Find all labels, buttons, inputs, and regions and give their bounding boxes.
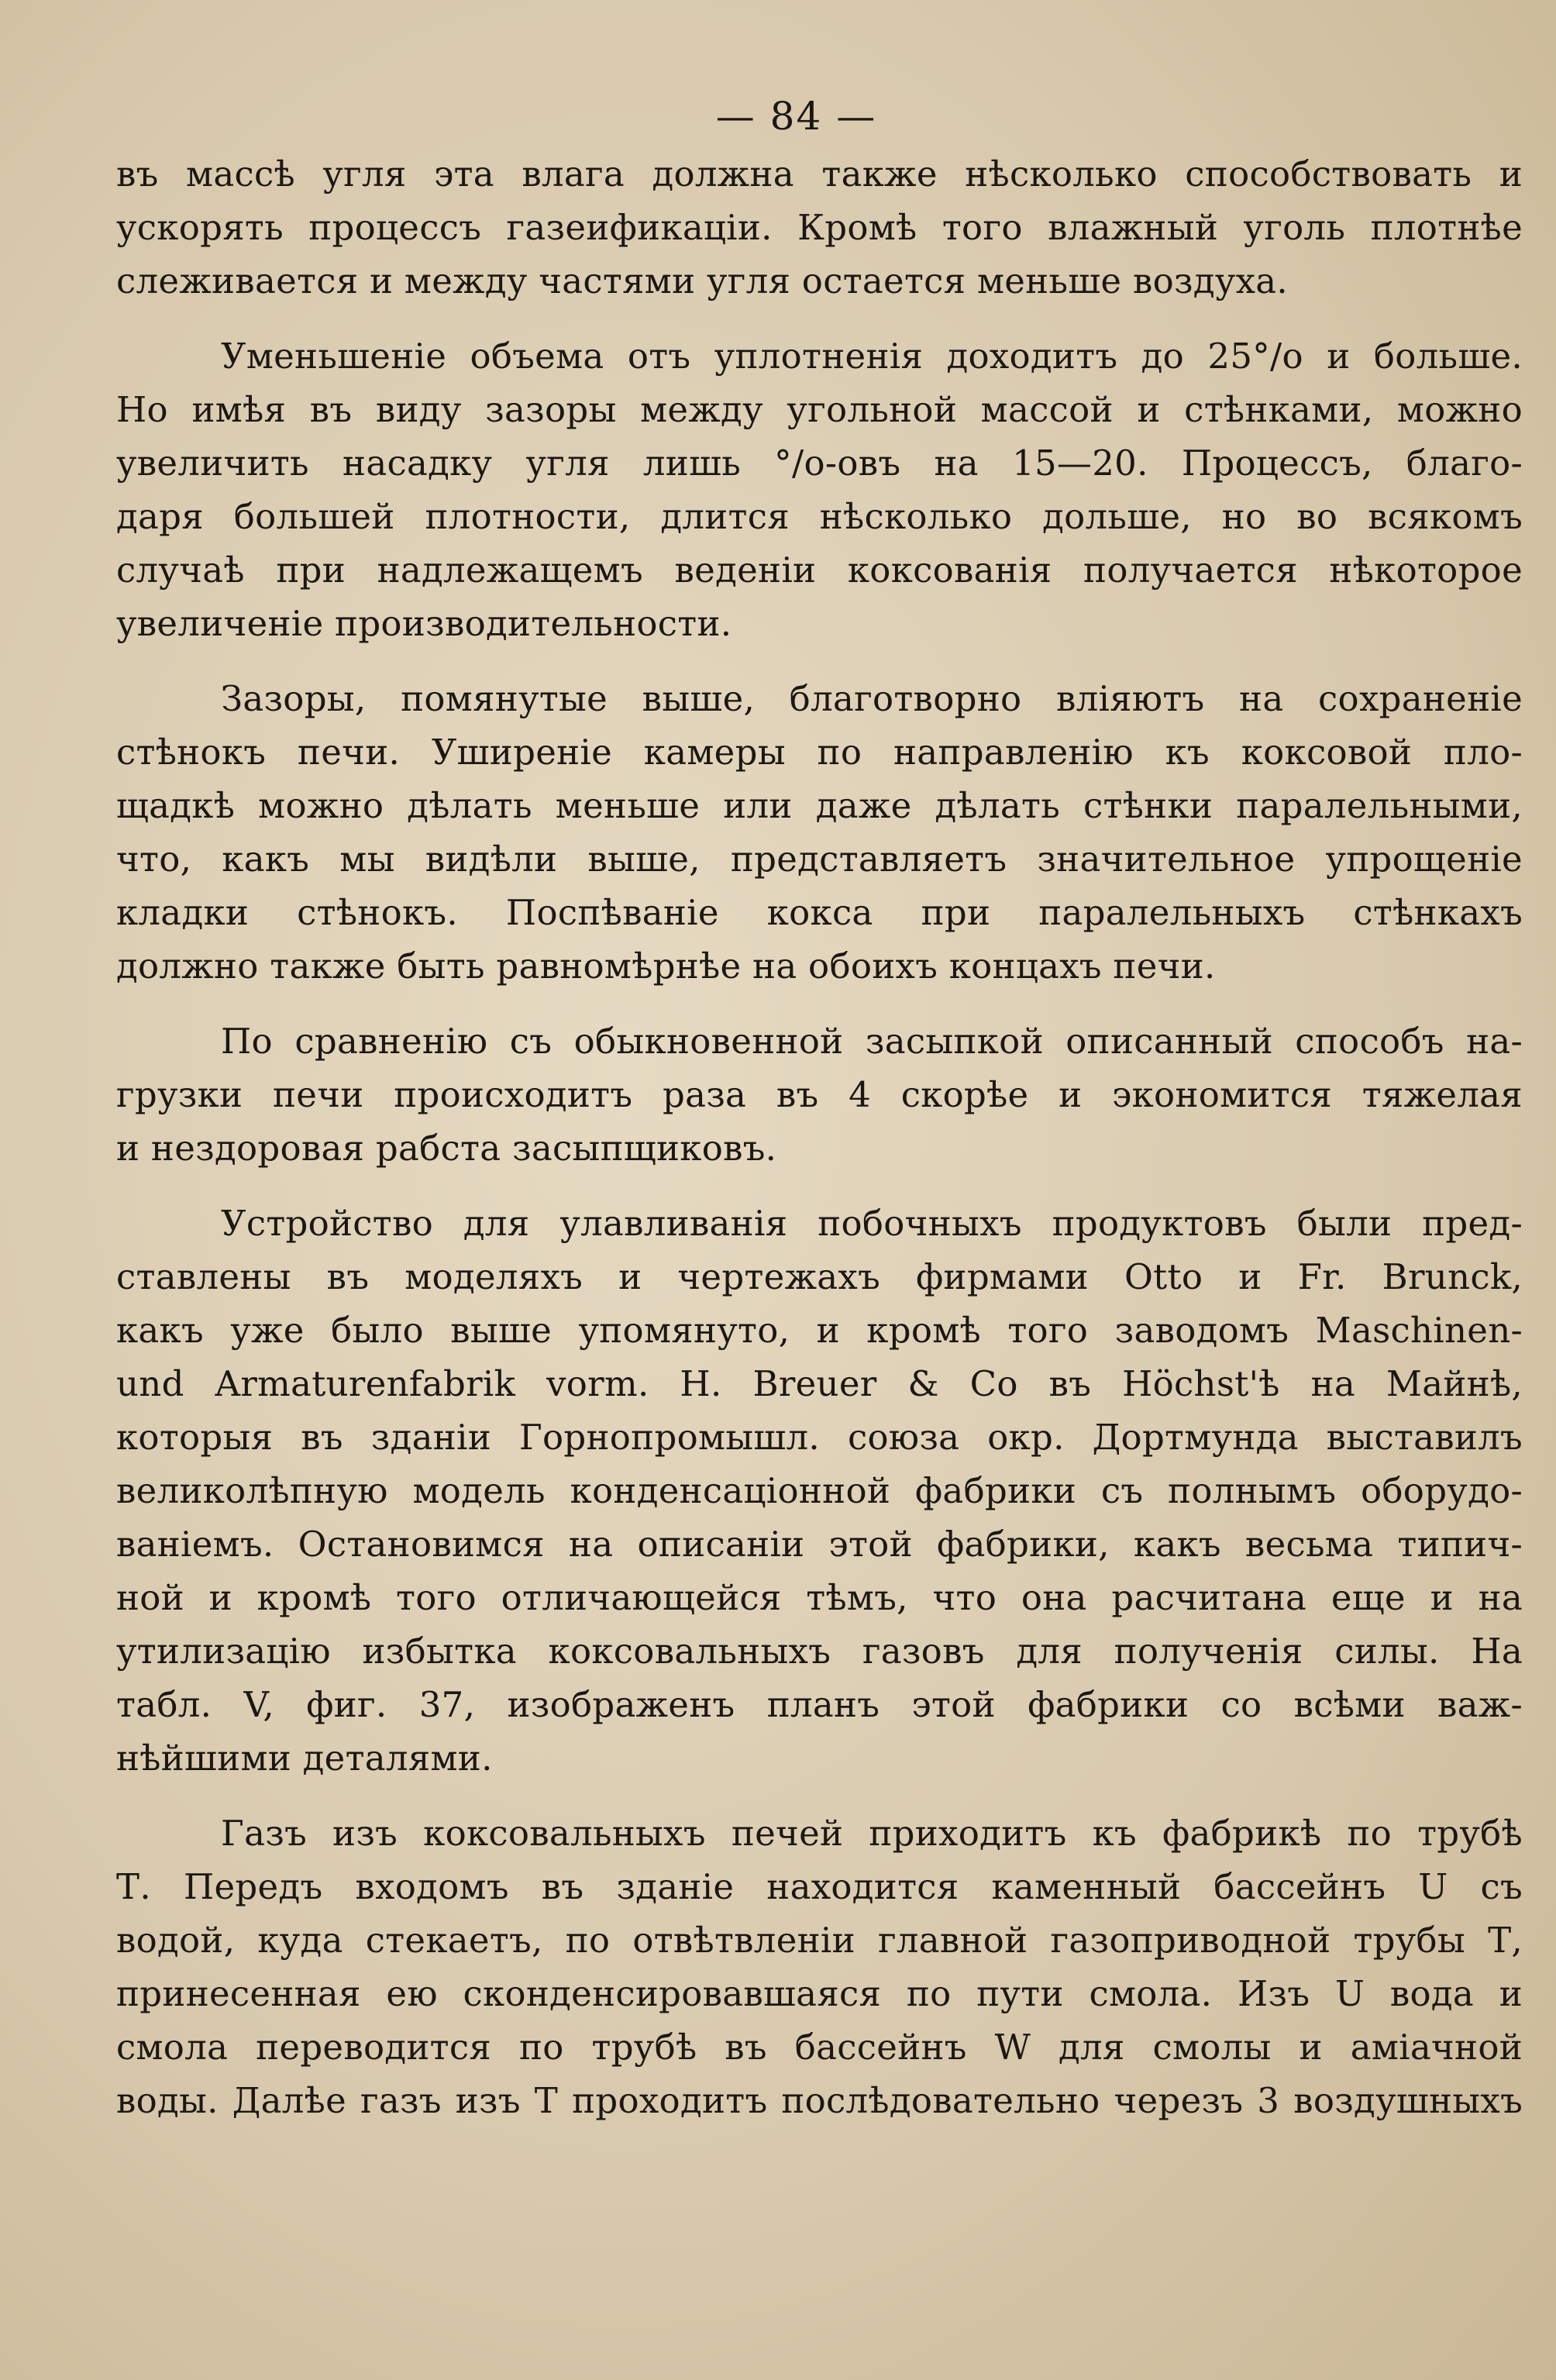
text-line: ставлены въ моделяхъ и чертежахъ фирмами Otto и Fr. Brunck, [116,1256,1523,1297]
paragraph-4 [116,1014,1523,1175]
text-line: увеличеніе производительности. [116,603,732,644]
text-line: что, какъ мы видѣли выше, представляетъ значительное упрощеніе [116,839,1523,880]
text-line: случаѣ при надлежащемъ веденіи коксованія получается нѣкоторое [116,549,1523,591]
paragraph-3 [116,672,1523,993]
text-line: увеличить насадку угля лишь °/о-овъ на 15—20. Процессъ, благо- [116,443,1523,484]
paragraph-5 [116,1197,1523,1785]
text-line: кладки стѣнокъ. Поспѣваніе кокса при паралельныхъ стѣнкахъ [116,892,1523,933]
text-line: ной и кромѣ того отличающейся тѣмъ, что она расчитана еще и на [116,1577,1523,1618]
paragraph-2 [116,329,1523,650]
text-line: Зазоры, помянутые выше, благотворно вліяютъ на сохраненіе [221,678,1523,719]
text-line: грузки печи происходитъ раза въ 4 скорѣе и экономится тяжелая [116,1074,1523,1115]
text-line: нѣйшими деталями. [116,1738,493,1779]
paragraph-6 [116,1807,1523,2127]
text-line: утилизацію избытка коксовальныхъ газовъ для полученія силы. На [116,1631,1523,1672]
text-line: великолѣпную модель конденсаціонной фабрики съ полнымъ оборудо- [116,1470,1523,1511]
text-line: какъ уже было выше упомянуто, и кромѣ того заводомъ Maschinen- [116,1310,1523,1351]
text-line: водой, куда стекаетъ, по отвѣтвленіи главной газоприводной трубы Т, [116,1920,1523,1961]
text-line: Газъ изъ коксовальныхъ печей приходитъ къ фабрикѣ по трубѣ [221,1813,1523,1854]
text-line: По сравненію съ обыкновенной засыпкой описанный способъ на- [221,1021,1523,1062]
text-line: Устройство для улавливанія побочныхъ продуктовъ были пред- [221,1203,1523,1244]
text-line: ваніемъ. Остановимся на описаніи этой фабрики, какъ весьма типич- [116,1524,1523,1565]
text-line: щадкѣ можно дѣлать меньше или даже дѣлать стѣнки паралельными, [116,785,1523,826]
text-line: должно также быть равномѣрнѣе на обоихъ концахъ печи. [116,945,1216,987]
text-line: воды. Далѣе газъ изъ Т проходитъ послѣдовательно черезъ 3 воздушныхъ [116,2080,1523,2121]
document-page [116,85,1523,2127]
text-line: которыя въ зданіи Горнопромышл. союза окр. Дортмунда выставилъ [116,1417,1523,1458]
page-number: — 84 — [715,94,877,139]
text-line: стѣнокъ печи. Уширеніе камеры по направленію къ коксовой пло- [116,732,1523,773]
text-line: табл. V, фиг. 37, изображенъ планъ этой фабрики со всѣми важ- [116,1684,1523,1725]
text-line: слеживается и между частями угля остается меньше воздуха. [116,260,1289,301]
text-line: и нездоровая рабста засыпщиковъ. [116,1128,777,1169]
text-line: Но имѣя въ виду зазоры между угольной массой и стѣнками, можно [116,389,1523,430]
text-line: смола переводится по трубѣ въ бассейнъ W для смолы и аміачной [116,2027,1523,2068]
text-line: даря большей плотности, длится нѣсколько дольше, но во всякомъ [116,496,1523,537]
paragraph-1 [116,147,1523,308]
text-line: ускорять процессъ газеификаціи. Кромѣ того влажный уголь плотнѣе [116,207,1523,248]
text-line: принесенная ею сконденсировавшаяся по пути смола. Изъ U вода и [116,1973,1523,2014]
text-line: Уменьшеніе объема отъ уплотненія доходитъ до 25°/о и больше. [221,336,1523,377]
text-line: въ массѣ угля эта влага должна также нѣсколько способствовать и [116,153,1523,195]
text-line: Т. Передъ входомъ въ зданіе находится каменный бассейнъ U съ [116,1866,1523,1907]
text-line: und Armaturenfabrik vorm. H. Breuer & Co въ Höchst'ѣ на Майнѣ, [116,1363,1523,1404]
